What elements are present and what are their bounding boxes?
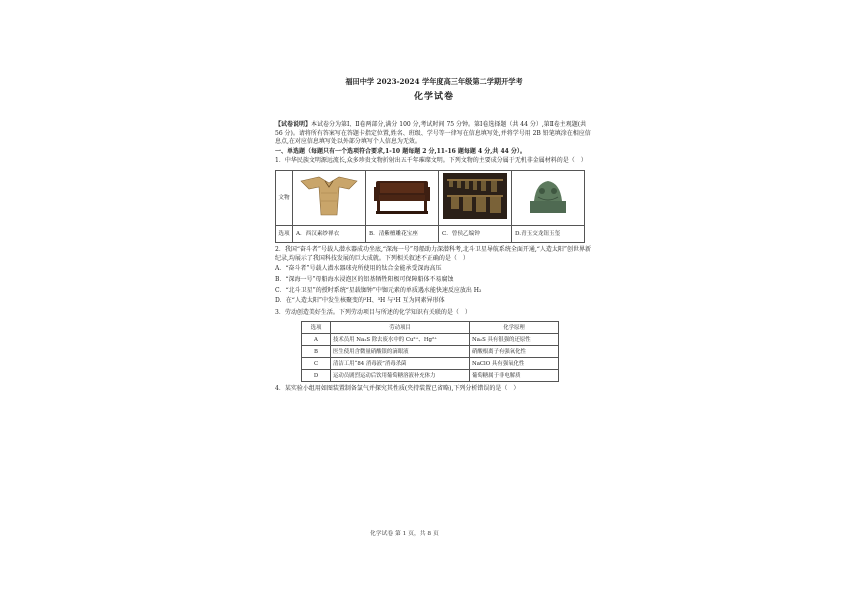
option-c: C．曾侯乙编钟 xyxy=(439,226,512,243)
relic-b-image xyxy=(366,171,439,226)
table-row xyxy=(302,346,559,358)
table-header-row xyxy=(302,322,559,334)
bronze-bells-icon xyxy=(443,173,507,219)
question-4-stem: 4．某实验小组用如图装置制备氯气并探究其性质(夹持装置已省略),下列分析错误的是（ ） xyxy=(275,385,520,393)
row-c-principle: NaClO 具有强氧化性 xyxy=(470,358,559,370)
row-d-project: 运动员剧烈运动后饮用葡萄糖溶液补充体力 xyxy=(331,370,470,382)
row-d-option: D xyxy=(302,370,331,382)
row-d-principle: 葡萄糖属于非电解质 xyxy=(470,370,559,382)
relic-a-image xyxy=(293,171,366,226)
row-b-project: 医生使用含微量硝酸银的滴眼液 xyxy=(331,346,470,358)
relic-d-image xyxy=(512,171,585,226)
header-principle: 化学原理 xyxy=(470,322,559,334)
header-project: 劳动项目 xyxy=(331,322,470,334)
question-3-stem: 3．劳动创造美好生活。下列劳动项目与所述的化学知识有关联的是（ ） xyxy=(275,308,471,316)
q2-option-a: A．“奋斗者”号载人潜水器球壳所使用的钛合金能承受深海高压 xyxy=(275,265,442,273)
jade-seal-icon xyxy=(516,173,580,219)
option-d: D.青玉交龙钮玉玺 xyxy=(512,226,585,243)
relics-row-label: 文物 xyxy=(276,171,293,226)
school-title: 福田中学 2023-2024 学年度高三年级第二学期开学考 xyxy=(345,77,523,86)
row-a-project: 技术员用 Na₂S 除去废水中的 Cu²⁺、Hg²⁺ xyxy=(331,334,470,346)
labor-table xyxy=(301,321,559,382)
instructions xyxy=(275,121,593,147)
row-b-principle: 硝酸根离子有强氧化性 xyxy=(470,346,559,358)
q2-option-c: C．“北斗卫星”的授时系统“星载铷钟”中铷元素的单质遇水能快速反应放出 H₂ xyxy=(275,286,482,294)
exam-page xyxy=(275,70,593,540)
relic-c-image xyxy=(439,171,512,226)
option-b: B．清紫檀雕花宝座 xyxy=(366,226,439,243)
header-option: 选项 xyxy=(302,322,331,334)
instructions-text: 本试卷分为第Ⅰ、Ⅱ卷两部分,满分 100 分,考试时间 75 分钟。第Ⅰ卷选择题（共 44 分）,第Ⅱ卷主观题(共 56 分)。请将所有答案写在答题卡指定位置,姓名、班级、学号等一律写在信息填写处,并将学号用 2B 铅笔填涂在相应信息点,在对应信息填写处以外部分填写个人信息为无效。 xyxy=(275,121,591,146)
table-row xyxy=(302,334,559,346)
table-row xyxy=(302,358,559,370)
row-c-option: C xyxy=(302,358,331,370)
option-a: A．西汉素纱禅衣 xyxy=(293,226,366,243)
options-row-label: 选项 xyxy=(276,226,293,243)
carved-throne-icon xyxy=(370,173,434,219)
row-b-option: B xyxy=(302,346,331,358)
row-c-project: 清洁工用“84 消毒液”消毒杀菌 xyxy=(331,358,470,370)
page-footer: 化学试卷 第 1 页，共 8 页 xyxy=(370,531,439,537)
instructions-label: 【试卷说明】 xyxy=(275,121,312,129)
question-2-stem: 2．我国“奋斗者”号载人潜水器成功坐底,“深海一号”母船助力深潜科考,北斗卫星导航系统全面开通,“人造太阳”创世界新纪录,均展示了我国科技发展的巨大成就。下列相关叙述不正确的是（ ） xyxy=(275,246,591,262)
section-heading: 一、单选题（每题只有一个选项符合要求,1-10 题每题 2 分,11-16 题每题 4 分,共 44 分）。 xyxy=(275,147,526,155)
table-row xyxy=(302,370,559,382)
row-a-option: A xyxy=(302,334,331,346)
q2-option-d: D．在“人造太阳”中发生核聚变的²H、³H 与¹H 互为同素异形体 xyxy=(275,297,445,305)
q2-option-b: B．“深海一号”母船海水浸泡区的铝基牺牲阳极可保障船体不易腐蚀 xyxy=(275,275,454,283)
subject-title: 化学试卷 xyxy=(413,91,454,102)
relics-table xyxy=(275,170,585,243)
silk-robe-icon xyxy=(297,173,361,219)
row-a-principle: Na₂S 具有很强的还原性 xyxy=(470,334,559,346)
question-1-stem: 1．中华民族文明源远流长,众多珍贵文物折射出五千年璀璨文明。下列文物的主要成分属于无机非金属材料的是（ ） xyxy=(275,156,587,164)
